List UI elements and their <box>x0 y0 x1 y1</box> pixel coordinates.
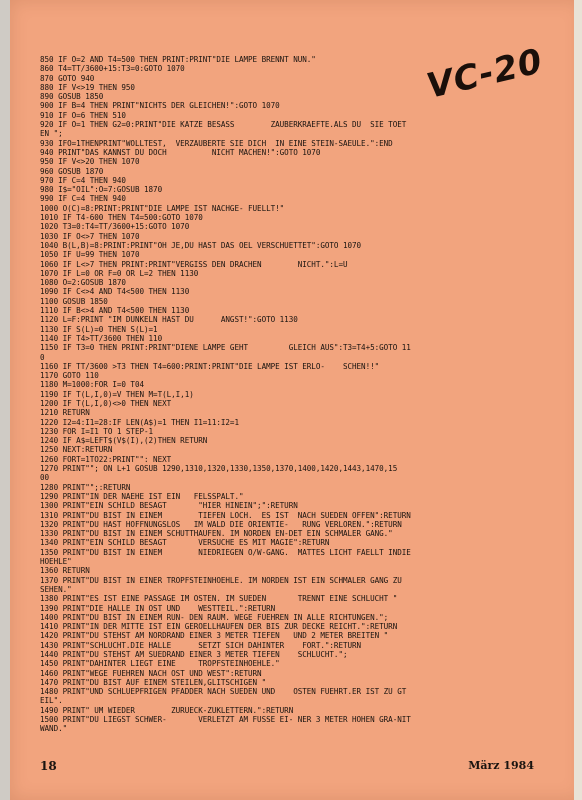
listing-line: 1440 PRINT"DU STEHST AM SUEDRAND EINER 3 METER TIEFEN SCHLUCHT."; <box>40 650 348 659</box>
listing-line: 00 <box>40 473 50 483</box>
listing-line: 1490 PRINT" UM WIEDER ZURUECK-ZUKLETTERN.":RETURN <box>40 705 294 715</box>
listing-line: 880 IF V<>19 THEN 950 <box>40 82 135 92</box>
listing-line: 1130 IF S(L)=0 THEN S(L)=1 <box>40 324 158 334</box>
listing-line: 910 IF O=6 THEN 510 <box>40 110 126 120</box>
listing-line: EIL". <box>40 696 63 706</box>
issue-date: März 1984 <box>468 759 534 772</box>
listing-line: 1270 PRINT""; ON L+1 GOSUB 1290,1310,1320,1330,1350,1370,1400,1420,1443,1470,15 <box>40 464 398 474</box>
listing-line: 1110 IF B<>4 AND T4<500 THEN 1130 <box>40 306 190 316</box>
listing-line: 980 I$="OIL":O=7:GOSUB 1870 <box>40 185 163 195</box>
listing-line: 1140 IF T4>TT/3600 THEN 110 <box>40 333 163 343</box>
listing-line: 1480 PRINT"UND SCHLUEPFRIGEN PFADDER NACH SUEDEN UND OSTEN FUEHRT.ER IST ZU GT <box>40 687 407 697</box>
listing-line: 1190 IF T(L,I,0)=V THEN M=T(L,I,1) <box>40 389 194 399</box>
listing-line: 1050 IF U=99 THEN 1070 <box>40 250 140 260</box>
listing-line: 1450 PRINT"DAHINTER LIEGT EINE TROPFSTEINHOEHLE." <box>40 659 280 669</box>
vc20-stamp: VC-20 <box>423 41 547 107</box>
listing-line: 860 T4=TT/3600+15:T3=0:GOTO 1070 <box>40 64 185 74</box>
listing-line: 1060 IF L<>7 THEN PRINT:PRINT"VERGISS DEN DRACHEN NICHT.":L=U <box>40 259 348 269</box>
listing-line: 890 GOSUB 1850 <box>40 92 104 102</box>
listing-line: 1070 IF L=0 OR F=0 OR L=2 THEN 1130 <box>40 268 199 278</box>
magazine-page <box>10 0 582 800</box>
listing-line: 950 IF V<>20 THEN 1070 <box>40 157 140 167</box>
listing-line: 870 GOTO 940 <box>40 73 95 83</box>
listing-line: HOEHLE" <box>40 557 72 567</box>
listing-line: 1310 PRINT"DU BIST IN EINEM TIEFEN LOCH. ES IST NACH SUEDEN OFFEN":RETURN <box>40 510 411 520</box>
listing-line: 1000 O(C)=8:PRINT:PRINT"DIE LAMPE IST NACHGE- FUELLT!" <box>40 203 285 213</box>
listing-line: EN "; <box>40 129 63 139</box>
listing-line: 1120 L=F:PRINT "IM DUNKELN HAST DU ANGST!":GOTO 1130 <box>40 315 298 325</box>
listing-line: 1220 I2=4:I1=28:IF LEN(A$)=1 THEN I1=11:I2=1 <box>40 417 239 427</box>
listing-line: 1380 PRINT"ES IST EINE PASSAGE IM OSTEN. IM SUEDEN TRENNT EINE SCHLUCHT " <box>40 594 398 604</box>
listing-line: 1020 T3=0:T4=TT/3600+15:GOTO 1070 <box>40 222 190 232</box>
listing-line: 920 IF O=1 THEN G2=0:PRINT"DIE KATZE BESASS ZAUBERKRAEFTE.ALS DU SIE TOET <box>40 120 407 130</box>
listing-line: 1420 PRINT"DU STEHST AM NORDRAND EINER 3 METER TIEFEN UND 2 METER BREITEN " <box>40 631 389 641</box>
listing-line: 1150 IF T3=0 THEN PRINT:PRINT"DIENE LAMPE GEHT GLEICH AUS":T3=T4+5:GOTO 11 <box>40 343 411 353</box>
listing-line: 970 IF C=4 THEN 940 <box>40 175 126 185</box>
listing-line: 1240 IF A$=LEFT$(V$(I),(2)THEN RETURN <box>40 436 208 446</box>
listing-line: 1170 GOTO 110 <box>40 371 99 381</box>
listing-line: 1370 PRINT"DU BIST IN EINER TROPFSTEINHOEHLE. IM NORDEN IST EIN SCHMALER GANG ZU <box>40 575 402 585</box>
listing-line: 1210 RETURN <box>40 408 90 418</box>
listing-line: 1430 PRINT"SCHLUCHT.DIE HALLE SETZT SICH DAHINTER FORT.":RETURN <box>40 640 362 650</box>
listing-line: 1030 IF O<>7 THEN 1070 <box>40 231 140 241</box>
listing-line: 990 IF C=4 THEN 940 <box>40 194 126 204</box>
listing-line: 850 IF O=2 AND T4=500 THEN PRINT:PRINT"DIE LAMPE BRENNT NUN." <box>40 55 316 64</box>
listing-line: 1260 FORT=1TO22:PRINT"": NEXT <box>40 454 172 464</box>
listing-line: 930 IFO=1THENPRINT"WOLLTEST, VERZAUBERTE SIE DICH IN EINE STEIN-SAEULE.":END <box>40 138 393 148</box>
listing-line: 1470 PRINT"DU BIST AUF EINEM STEILEN,GLITSCHIGEN " <box>40 677 267 687</box>
listing-line: 1100 GOSUB 1850 <box>40 296 108 306</box>
listing-line: 1090 IF C<>4 AND T4<500 THEN 1130 <box>40 287 190 297</box>
scan-edge <box>574 0 582 800</box>
listing-line: 1010 IF T4-600 THEN T4=500:GOTO 1070 <box>40 213 203 223</box>
listing-line: 1300 PRINT"EIN SCHILD BESAGT "HIER HINEIN";":RETURN <box>40 501 298 511</box>
listing-line: 900 IF B=4 THEN PRINT"NICHTS DER GLEICHEN!":GOTO 1070 <box>40 101 280 111</box>
listing-line: WAND." <box>40 724 68 734</box>
basic-program-listing <box>40 55 520 734</box>
listing-line: 1230 FOR I=I1 TO 1 STEP-1 <box>40 426 154 436</box>
listing-line: 1410 PRINT"IN DER MITTE IST EIN GEROELLHAUFEN DER BIS ZUR DECKE REICHT.":RETURN <box>40 622 398 632</box>
listing-line: 1340 PRINT"EIN SCHILD BESAGT VERSUCHE ES MIT MAGIE":RETURN <box>40 538 330 548</box>
listing-line: 1460 PRINT"WEGE FUEHREN NACH OST UND WEST":RETURN <box>40 668 262 678</box>
listing-line: 940 PRINT"DAS KANNST DU DOCH NICHT MACHEN!":GOTO 1070 <box>40 147 321 157</box>
listing-line: 1080 O=2:GOSUB 1870 <box>40 278 126 288</box>
listing-line: 1280 PRINT"";:RETURN <box>40 482 131 492</box>
listing-line: 1350 PRINT"DU BIST IN EINEM NIEDRIEGEN O/W-GANG. MATTES LICHT FAELLT INDIE <box>40 547 411 557</box>
listing-line: 1160 IF TT/3600 >T3 THEN T4=600:PRINT:PRINT"DIE LAMPE IST ERLO- SCHEN!!" <box>40 361 380 371</box>
listing-line: 1320 PRINT"DU HAST HOFFNUNGSLOS IM WALD DIE ORIENTIE- RUNG VERLOREN.":RETURN <box>40 519 402 529</box>
listing-line: 1040 B(L,B)=8:PRINT:PRINT"OH JE,DU HAST DAS OEL VERSCHUETTET":GOTO 1070 <box>40 240 362 250</box>
listing-line: SEHEN." <box>40 584 72 594</box>
listing-line: 1290 PRINT"IN DER NAEHE IST EIN FELSSPALT." <box>40 491 244 501</box>
listing-line: 1390 PRINT"DIE HALLE IN OST UND WESTTEIL.":RETURN <box>40 603 276 613</box>
listing-line: 0 <box>40 352 45 362</box>
listing-line: 1500 PRINT"DU LIEGST SCHWER- VERLETZT AM FUSSE EI- NER 3 METER HOHEN GRA-NIT <box>40 715 411 725</box>
listing-line: 1360 RETURN <box>40 566 90 576</box>
listing-line: 1250 NEXT:RETURN <box>40 445 113 455</box>
listing-line: 1400 PRINT"DU BIST IN EINEM RUN- DEN RAUM. WEGE FUEHREN IN ALLE RICHTUNGEN."; <box>40 612 389 622</box>
listing-line: 1180 M=1000:FOR I=0 T04 <box>40 380 145 390</box>
listing-line: 1200 IF T(L,I,0)<>0 THEN NEXT <box>40 398 172 408</box>
listing-line: 960 GOSUB 1870 <box>40 166 104 176</box>
listing-line: 1330 PRINT"DU BIST IN EINEM SCHUTTHAUFEN. IM NORDEN EN-DET EIN SCHMALER GANG." <box>40 529 393 539</box>
page-number: 18 <box>40 759 57 773</box>
